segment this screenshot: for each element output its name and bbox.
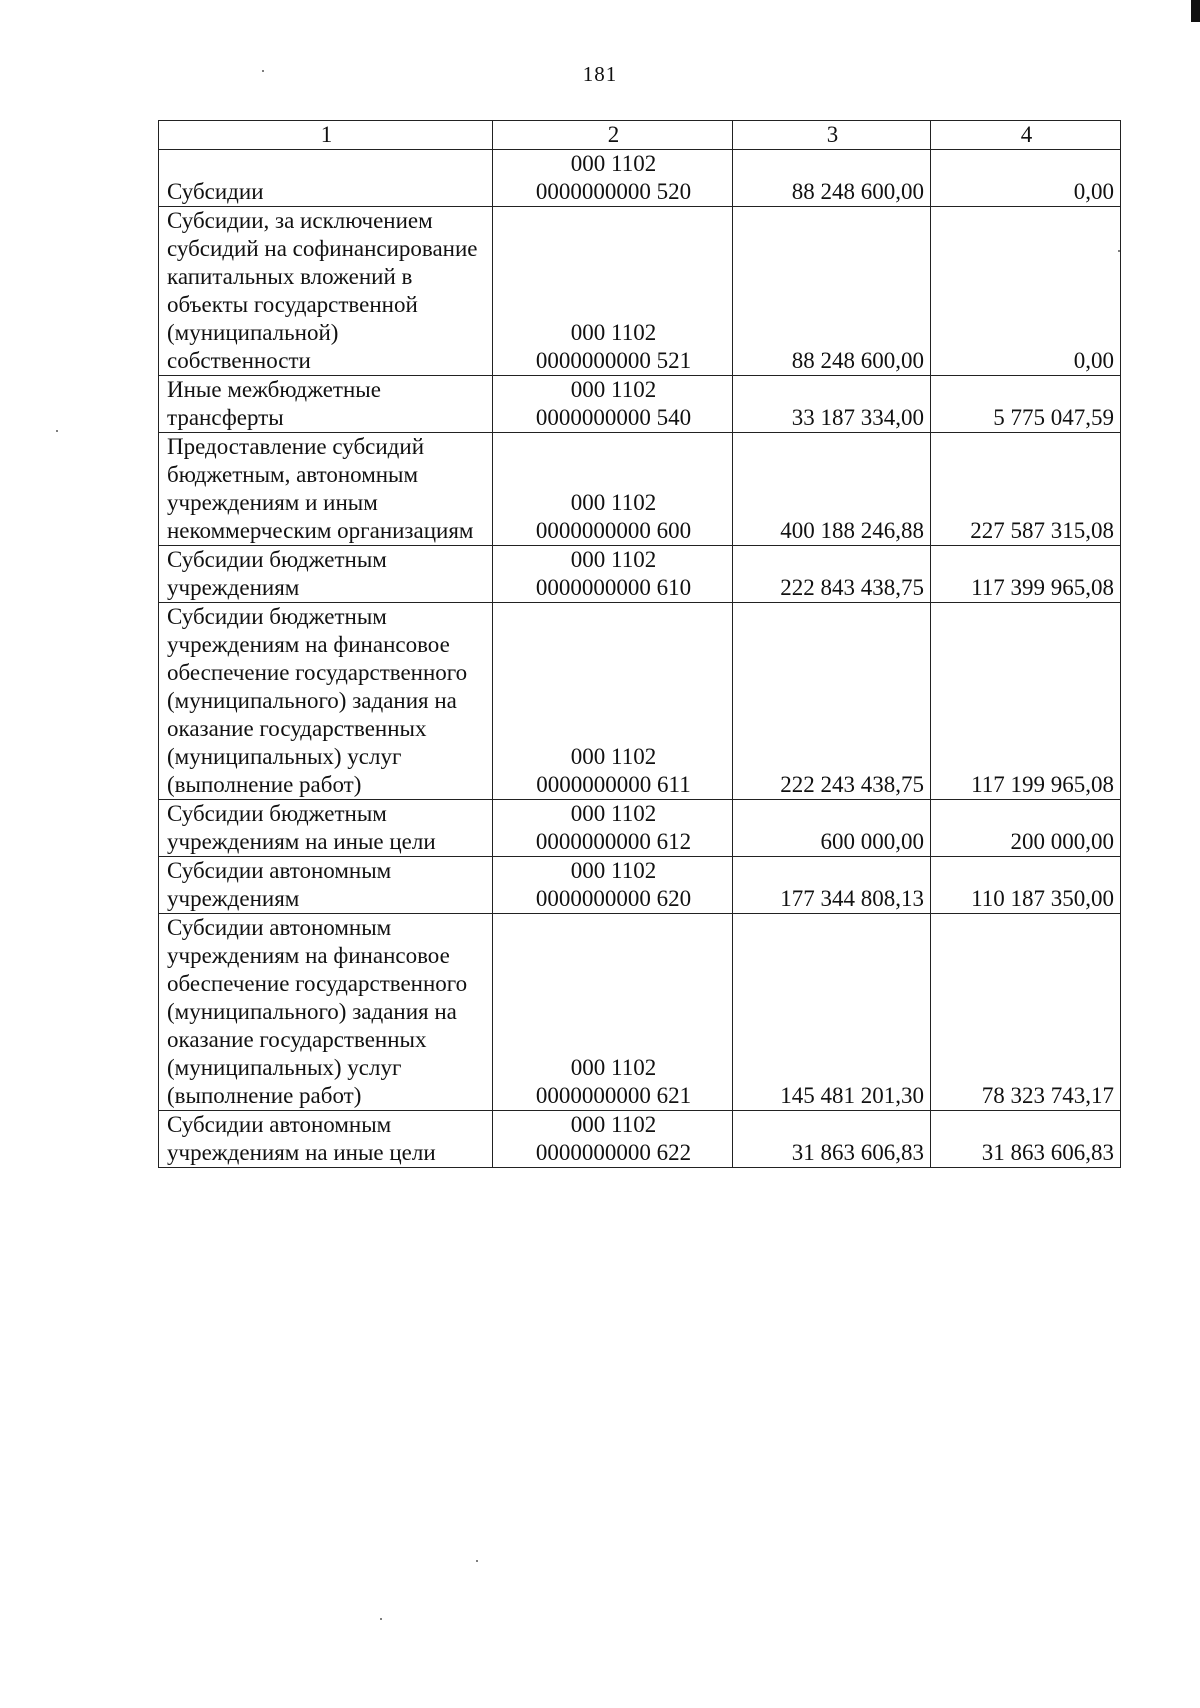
code-line: 0000000000 600 bbox=[535, 518, 692, 543]
column-header: 4 bbox=[931, 121, 1121, 150]
code-line: 000 1102 bbox=[570, 801, 657, 826]
scan-speck bbox=[380, 1618, 382, 1620]
code-line: 000 1102 bbox=[570, 377, 657, 402]
row-value-col3: 177 344 808,13 bbox=[733, 857, 931, 914]
row-value-col4: 0,00 bbox=[931, 150, 1121, 207]
code-line: 0000000000 620 bbox=[535, 886, 692, 911]
code-line: 000 1102 bbox=[570, 547, 657, 572]
page-number: 181 bbox=[582, 62, 618, 86]
row-value-col4: 78 323 743,17 bbox=[931, 914, 1121, 1111]
row-code bbox=[493, 207, 733, 376]
scan-speck bbox=[56, 430, 58, 432]
row-value-col4: 117 199 965,08 bbox=[931, 603, 1121, 800]
code-line: 000 1102 bbox=[570, 744, 657, 769]
table-row bbox=[159, 376, 1121, 433]
row-value-col4: 31 863 606,83 bbox=[931, 1111, 1121, 1168]
row-value-col3: 33 187 334,00 bbox=[733, 376, 931, 433]
column-header: 1 bbox=[159, 121, 493, 150]
code-line: 000 1102 bbox=[570, 490, 657, 515]
table-row bbox=[159, 207, 1121, 376]
row-code bbox=[493, 376, 733, 433]
code-line: 000 1102 bbox=[570, 1112, 657, 1137]
row-name: Субсидии бюджетным учреждениям на иные цели bbox=[159, 800, 493, 857]
row-code bbox=[493, 1111, 733, 1168]
table-row bbox=[159, 546, 1121, 603]
row-value-col3: 600 000,00 bbox=[733, 800, 931, 857]
scan-edge-mark bbox=[1191, 0, 1200, 22]
row-name: Субсидии бюджетным учреждениям bbox=[159, 546, 493, 603]
row-value-col4: 110 187 350,00 bbox=[931, 857, 1121, 914]
code-line: 0000000000 520 bbox=[535, 179, 692, 204]
row-value-col3: 400 188 246,88 bbox=[733, 433, 931, 546]
row-value-col3: 88 248 600,00 bbox=[733, 150, 931, 207]
table-row bbox=[159, 1111, 1121, 1168]
scan-speck bbox=[476, 1560, 478, 1562]
row-name: Предоставление субсидий бюджетным, автономным учреждениям и иным некоммерческим организациям bbox=[159, 433, 493, 546]
table-row bbox=[159, 433, 1121, 546]
row-name: Субсидии автономным учреждениям на иные цели bbox=[159, 1111, 493, 1168]
column-header: 2 bbox=[493, 121, 733, 150]
row-value-col4: 227 587 315,08 bbox=[931, 433, 1121, 546]
code-line: 000 1102 bbox=[570, 1055, 657, 1080]
table-row bbox=[159, 800, 1121, 857]
code-line: 0000000000 611 bbox=[536, 772, 691, 797]
row-value-col4: 0,00 bbox=[931, 207, 1121, 376]
table-row bbox=[159, 857, 1121, 914]
budget-table bbox=[158, 120, 1121, 1168]
row-value-col3: 222 843 438,75 bbox=[733, 546, 931, 603]
row-value-col4: 200 000,00 bbox=[931, 800, 1121, 857]
table-row bbox=[159, 603, 1121, 800]
code-line: 000 1102 bbox=[570, 320, 657, 345]
row-code bbox=[493, 914, 733, 1111]
code-line: 000 1102 bbox=[570, 858, 657, 883]
code-line: 0000000000 610 bbox=[535, 575, 692, 600]
row-code bbox=[493, 150, 733, 207]
column-header: 3 bbox=[733, 121, 931, 150]
row-name: Иные межбюджетные трансферты bbox=[159, 376, 493, 433]
header-row bbox=[159, 121, 1121, 150]
row-code bbox=[493, 546, 733, 603]
row-value-col3: 145 481 201,30 bbox=[733, 914, 931, 1111]
code-line: 0000000000 612 bbox=[535, 829, 692, 854]
row-name: Субсидии автономным учреждениям bbox=[159, 857, 493, 914]
row-name: Субсидии бюджетным учреждениям на финансовое обеспечение государственного (муниципального) задания на оказание государственных (муниципальных) услуг (выполнение работ) bbox=[159, 603, 493, 800]
row-value-col4: 117 399 965,08 bbox=[931, 546, 1121, 603]
code-line: 000 1102 bbox=[570, 151, 657, 176]
row-code bbox=[493, 857, 733, 914]
row-name: Субсидии, за исключением субсидий на софинансирование капитальных вложений в объекты государственной (муниципальной) собственности bbox=[159, 207, 493, 376]
code-line: 0000000000 622 bbox=[535, 1140, 692, 1165]
row-value-col4: 5 775 047,59 bbox=[931, 376, 1121, 433]
row-code bbox=[493, 800, 733, 857]
row-value-col3: 222 243 438,75 bbox=[733, 603, 931, 800]
table-row bbox=[159, 150, 1121, 207]
row-code bbox=[493, 433, 733, 546]
row-value-col3: 31 863 606,83 bbox=[733, 1111, 931, 1168]
code-line: 0000000000 521 bbox=[535, 348, 692, 373]
row-code bbox=[493, 603, 733, 800]
code-line: 0000000000 621 bbox=[535, 1083, 692, 1108]
code-line: 0000000000 540 bbox=[535, 405, 692, 430]
row-name: Субсидии автономным учреждениям на финансовое обеспечение государственного (муниципального) задания на оказание государственных (муниципальных) услуг (выполнение работ) bbox=[159, 914, 493, 1111]
row-name: Субсидии bbox=[159, 150, 493, 207]
row-value-col3: 88 248 600,00 bbox=[733, 207, 931, 376]
table-row bbox=[159, 914, 1121, 1111]
